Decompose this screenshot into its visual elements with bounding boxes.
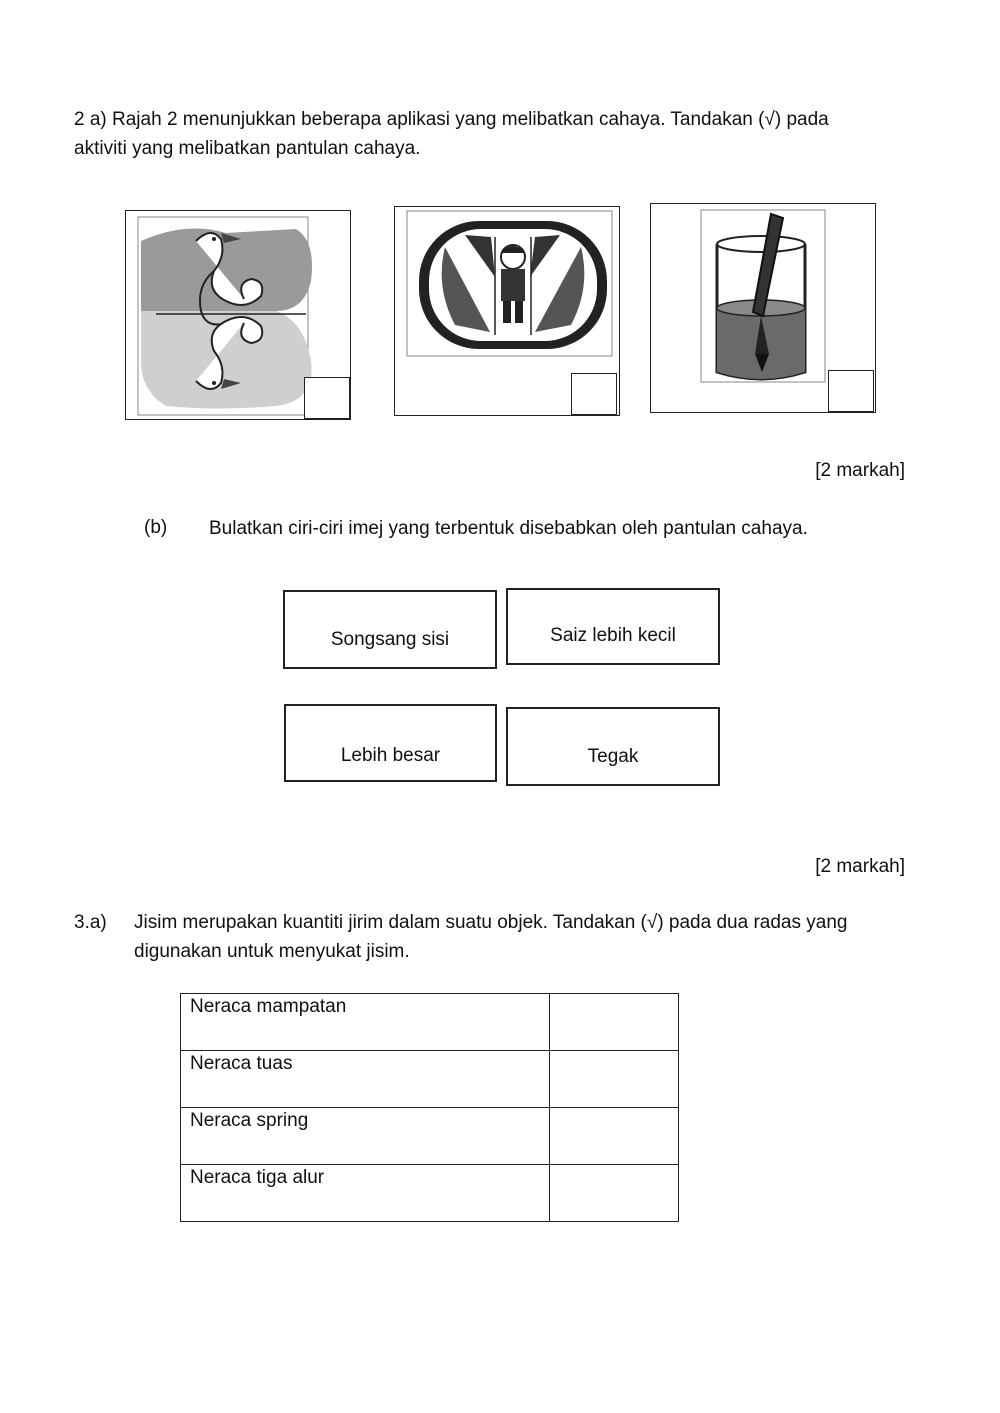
table-row	[181, 1108, 679, 1165]
tick-cell[interactable]	[550, 1051, 679, 1108]
tick-cell[interactable]	[550, 1165, 679, 1222]
row-label: Neraca tiga alur	[181, 1165, 550, 1222]
row-label: Neraca spring	[181, 1108, 550, 1165]
marks-2a: [2 markah]	[815, 460, 905, 481]
tick-cell[interactable]	[550, 994, 679, 1051]
q2-prompt-line2: aktiviti yang melibatkan pantulan cahaya.	[74, 138, 421, 159]
choice-tegak[interactable]: Tegak	[506, 707, 720, 786]
choice-saiz-lebih-kecil[interactable]: Saiz lebih kecil	[506, 588, 720, 665]
q2b-label: (b)	[144, 517, 168, 538]
tick-box-2[interactable]	[571, 373, 617, 415]
mass-apparatus-table	[180, 993, 679, 1222]
q3-label: 3.a)	[74, 912, 107, 933]
q3-prompt	[134, 908, 847, 966]
q3-prompt-line2: digunakan untuk menyukat jisim.	[134, 941, 410, 962]
q2-prompt	[74, 105, 829, 163]
table-row	[181, 994, 679, 1051]
table-row	[181, 1165, 679, 1222]
q3-prompt-line1: Jisim merupakan kuantiti jirim dalam suatu objek. Tandakan (√) pada dua radas yang	[134, 912, 848, 933]
row-label: Neraca mampatan	[181, 994, 550, 1051]
tick-cell[interactable]	[550, 1108, 679, 1165]
tick-box-3[interactable]	[828, 370, 874, 412]
picture-pencil-in-water	[650, 203, 876, 413]
picture-convex-mirror	[394, 206, 620, 416]
table-row	[181, 1051, 679, 1108]
marks-2b: [2 markah]	[815, 856, 905, 877]
q2-prompt-line1: 2 a) Rajah 2 menunjukkan beberapa aplikasi yang melibatkan cahaya. Tandakan (√) pada	[74, 109, 829, 130]
picture-swan-reflection	[125, 210, 351, 420]
tick-box-1[interactable]	[304, 377, 350, 419]
choice-songsang-sisi[interactable]: Songsang sisi	[283, 590, 497, 669]
row-label: Neraca tuas	[181, 1051, 550, 1108]
q2b-prompt: Bulatkan ciri-ciri imej yang terbentuk disebabkan oleh pantulan cahaya.	[209, 518, 808, 539]
choice-lebih-besar[interactable]: Lebih besar	[284, 704, 497, 782]
